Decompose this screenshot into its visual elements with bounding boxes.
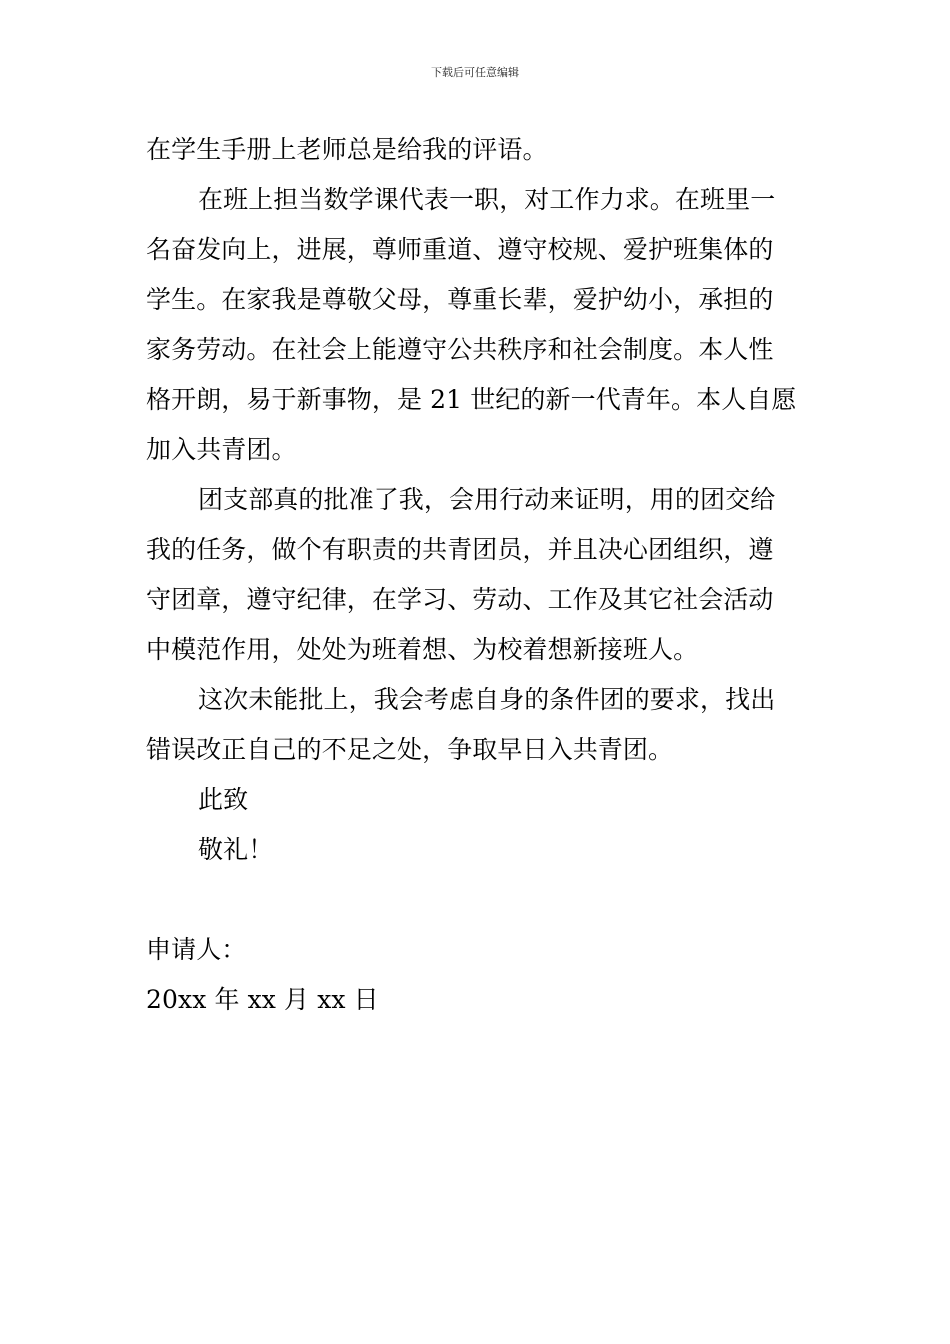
paragraph-line: 学生。在家我是尊敬父母，尊重长辈，爱护幼小，承担的 <box>146 285 774 314</box>
paragraph-line: 我的任务，做个有职责的共青团员，并且决心团组织，遵 <box>146 535 774 564</box>
paragraph-line: 家务劳动。在社会上能遵守公共秩序和社会制度。本人性 <box>146 335 774 364</box>
paragraph-line: 这次未能批上，我会考虑自身的条件团的要求，找出 <box>198 685 776 714</box>
blank-spacer <box>146 875 808 925</box>
closing-regards: 敬礼！ <box>198 835 274 864</box>
paragraph-line: 在班上担当数学课代表一职，对工作力求。在班里一 <box>198 185 776 214</box>
paragraph-line: 错误改正自己的不足之处，争取早日入共青团。 <box>146 735 674 764</box>
paragraph-line: 格开朗，易于新事物，是 21 世纪的新一代青年。本人自愿 <box>146 385 797 414</box>
paragraph-line: 守团章，遵守纪律，在学习、劳动、工作及其它社会活动 <box>146 585 774 614</box>
paragraph-line: 加入共青团。 <box>146 435 297 464</box>
paragraph-line: 在学生手册上老师总是给我的评语。 <box>146 135 548 164</box>
paragraph-line: 名奋发向上，进展，尊师重道、遵守校规、爱护班集体的 <box>146 235 774 264</box>
date-line: 20xx 年 xx 月 xx 日 <box>146 985 379 1014</box>
header-note: 下载后可任意编辑 <box>431 66 519 79</box>
paragraph-line: 团支部真的批准了我，会用行动来证明，用的团交给 <box>198 485 776 514</box>
closing-salutation: 此致 <box>198 785 249 814</box>
paragraph-line: 中模范作用，处处为班着想、为校着想新接班人。 <box>146 635 699 664</box>
applicant-label: 申请人： <box>146 935 247 964</box>
letter-body <box>146 125 808 1025</box>
